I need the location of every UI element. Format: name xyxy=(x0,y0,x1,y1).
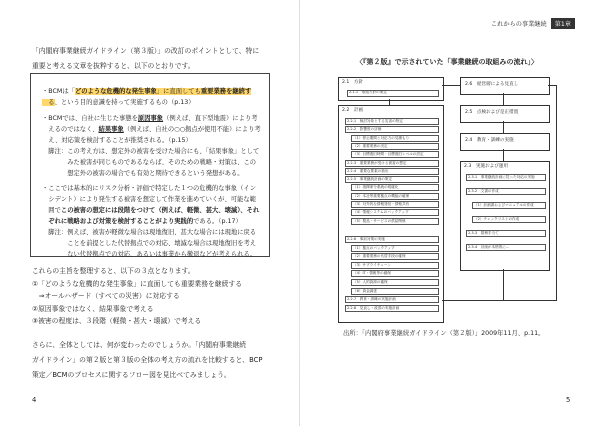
diagram-title: 〈『第２版』で示されていた「事業継続の取組みの流れ」〉 xyxy=(356,58,538,66)
flow-row xyxy=(351,279,439,286)
bullet-line: 囲でこの被害の想定には段階をつけて（例えば、軽微、甚大、壊滅）、それ xyxy=(42,207,260,214)
flow-box-training xyxy=(460,133,550,151)
flow-label-training: 2.4 教育・訓練の実施 xyxy=(465,138,514,143)
flow-row-text: （2）重要業務の代替手段の確保 xyxy=(353,254,406,259)
flow-row-text: （4）情報システムのバックアップ xyxy=(353,210,409,215)
flow-row xyxy=(345,126,439,133)
flow-row xyxy=(351,253,439,260)
summary-block xyxy=(32,265,242,328)
flow-row xyxy=(351,201,439,208)
bullet-line: え、対応策を検討することが推奨される。（p.15） xyxy=(42,137,192,144)
flow-row-text: 2.1.1 取組方針の策定 xyxy=(349,90,387,94)
flow-connector xyxy=(442,85,460,86)
bullet-line: ぞれに戦略および対策を検討することがより実践的である。（p.17） xyxy=(48,218,242,225)
footnote-line: 脚注：例えば、被害が軽微な場合は現地復旧、甚大な場合には現地に戻る xyxy=(42,229,257,236)
summary-line: ⇒オールハザード（すべての災害）に対応する xyxy=(32,292,180,300)
flow-row-text: （4）IT・情報等の確保 xyxy=(353,271,391,276)
flow-box-plan xyxy=(338,105,444,323)
flow-row-text: （5）製品・サービスの供給関係 xyxy=(353,218,406,223)
summary-line: これらの主旨を整理すると、以下の３点となります。 xyxy=(32,267,195,275)
flow-row xyxy=(345,296,439,303)
flow-row-text: 2.2.7 教育・訓練の実施計画 xyxy=(347,297,396,302)
flow-connector xyxy=(442,300,556,301)
flow-row xyxy=(351,245,439,252)
flow-row xyxy=(345,118,439,125)
footnote-line: 脚注：この考え方は、想定外の被害を受けた場合にも、「結果事象」として xyxy=(42,148,260,155)
flow-label-operate: 2.3 実施および運用 xyxy=(464,164,509,169)
page-number-left: 4 xyxy=(32,396,37,404)
flow-row-text: 2.2.1 検討対象とする災害の特定 xyxy=(347,119,403,123)
bullet-line: る、という目的意識を持って実施するもの（p.13） xyxy=(42,99,195,106)
flow-row-text: （5）人的資源の確保 xyxy=(353,280,388,284)
flow-arrow xyxy=(503,149,504,161)
flow-row xyxy=(345,176,439,183)
bullet-line: えるのではなく、結果事象（例えば、自社の○○拠点が使用不能）により考 xyxy=(42,126,261,133)
summary-line: ①「どのような危機的な発生事象」に直面しても重要業務を継続する xyxy=(32,279,242,288)
intro-paragraph xyxy=(32,44,259,74)
flow-box-improve xyxy=(460,105,550,123)
intro-line: 「内閣府事業継続ガイドライン（第３版）」の改訂のポイントとして、特に xyxy=(32,47,260,55)
chapter-title: これからの事業継続 xyxy=(491,20,547,28)
flow-row xyxy=(351,184,439,191)
flow-row xyxy=(351,209,439,216)
flow-label-plan: 2.2 計画 xyxy=(342,108,364,113)
summary-line: ②原因事象ではなく、結果事象で考える xyxy=(32,304,154,313)
flow-row xyxy=(351,151,439,158)
flow-box-review xyxy=(460,77,550,95)
flow-row xyxy=(351,262,439,269)
flow-connector xyxy=(556,85,557,301)
closing-paragraph xyxy=(32,338,262,383)
flow-row-text: 2.2.5 事業継続計画の策定 xyxy=(347,177,393,182)
flow-row xyxy=(351,288,439,295)
footnote-line: みた被害が同じものであるならば、そのための戦略・対策は、この xyxy=(42,159,257,166)
flow-row-text: （6）資金調達 xyxy=(353,288,377,293)
flow-row-text: （1）計画書およびマニュアルの作成 xyxy=(474,203,534,207)
flow-row xyxy=(472,202,546,209)
flow-row-text: （1）停止期間と対応力の見積もり xyxy=(353,135,410,140)
figure-caption: 出所：「内閣府事業継続ガイドライン（第２版）」2009年11月、p.11。 xyxy=(343,330,545,337)
footnote-line: ない代替拠点での対応、あるいは事業から撤退などが考えられる。 xyxy=(42,251,257,258)
flow-row-text: 2.2.2 影響度の評価 xyxy=(347,127,382,132)
flow-arrow xyxy=(503,93,504,105)
intro-line: 重要と考える文章を抜粋すると、以下のとおりです。 xyxy=(32,62,195,70)
flow-row-text: （2）重要業務の決定 xyxy=(353,143,388,148)
flow-row xyxy=(351,193,439,200)
flow-row-text: 2.3.4 計画が本格的に… xyxy=(468,245,510,249)
flow-row xyxy=(345,236,439,243)
flow-row-text: （2）本社等重要拠点の機能の確保 xyxy=(353,193,410,198)
footnote-line: ことを前提とした代替拠点での対応、壊滅な場合は現地復旧を考え xyxy=(42,240,257,247)
bullet-line: ・BCMは「どのような危機的な発生事象」に直面しても重要業務を継続す xyxy=(42,88,252,95)
flow-row xyxy=(345,160,439,167)
flow-row-text: （2）チェックリストの作成 xyxy=(474,217,520,221)
flow-row-text: 2.2.4 重要な要素の抽出 xyxy=(347,168,389,173)
bullet-line: シデント）により発生する被害を想定して作業を進めていくが、可能な範 xyxy=(42,196,256,203)
flow-row-text: （3）対外的な情報発信・情報共有 xyxy=(353,202,410,206)
page-number-right: 5 xyxy=(566,396,571,404)
flow-row xyxy=(466,188,546,195)
bullet-line: ・ここでは基本的にリスク分析・評価で特定した１つの危機的な事象（イン xyxy=(42,185,256,192)
flow-row-text: 2.2.8 見直し・改善の実施計画 xyxy=(347,305,400,310)
flow-row xyxy=(472,216,546,223)
flow-row xyxy=(345,168,439,175)
flow-row-text: （1）拠点のバックアップ xyxy=(353,245,395,250)
flow-arrow xyxy=(503,121,504,133)
footnote-line: 想定外の被害の場合でも有効と期待できるという発想がある。 xyxy=(42,170,244,177)
flow-label-policy: 2.1 方針 xyxy=(342,80,364,85)
closing-line: ガイドライン」の第２版と第３版の全体の考え方の流れを比較すると、BCP xyxy=(32,356,263,364)
flow-row-text: 2.2.3 重要業務が受ける被害の想定 xyxy=(347,160,407,165)
flow-row xyxy=(466,174,546,181)
flow-row-text: （3）目標復旧時間・目標復旧レベルの設定 xyxy=(353,152,424,157)
flow-box-operate xyxy=(460,161,550,271)
summary-line: ③被害の程度は、３段階（軽微・甚大・壊滅）で考える xyxy=(32,317,202,325)
flow-connector xyxy=(503,269,504,300)
running-header xyxy=(491,18,575,28)
flow-row-text: 2.3.2 文書の作成 xyxy=(468,189,499,193)
flow-row-text: （1）指揮命令系統の明確化 xyxy=(353,185,399,190)
flow-row xyxy=(351,218,439,225)
flow-row xyxy=(351,143,439,150)
flow-connector xyxy=(548,85,556,86)
flow-row xyxy=(351,135,439,142)
flow-label-improve: 2.5 点検および是正措置 xyxy=(465,110,519,115)
flow-row xyxy=(345,305,439,312)
flow-row-text: 2.3.3 財務手当て xyxy=(468,231,499,235)
flow-row xyxy=(466,230,546,237)
flow-label-review: 2.6 経営層による見直し xyxy=(465,82,519,87)
flow-row-text: 2.3.1 事業継続計画に従った対応の実施 xyxy=(468,175,535,179)
flow-row xyxy=(466,244,546,251)
closing-line: さらに、全体としては、何が変わったのでしょうか。「内閣府事業継続 xyxy=(32,341,247,349)
flow-row-text: 2.2.6 事前対策の実施 xyxy=(347,237,385,241)
flow-box-policy xyxy=(338,77,444,101)
bullet-line: ・BCMでは、自社に生じた事態を原因事象（例えば、直下型地震）により考 xyxy=(42,115,258,122)
flow-row xyxy=(351,270,439,277)
chapter-badge: 第1章 xyxy=(551,18,575,29)
flow-row-text: （3）サプライチェーン xyxy=(353,262,391,267)
closing-line: 策定／BCMのプロセスに関するフロー図を見比べてみましょう。 xyxy=(32,371,231,379)
